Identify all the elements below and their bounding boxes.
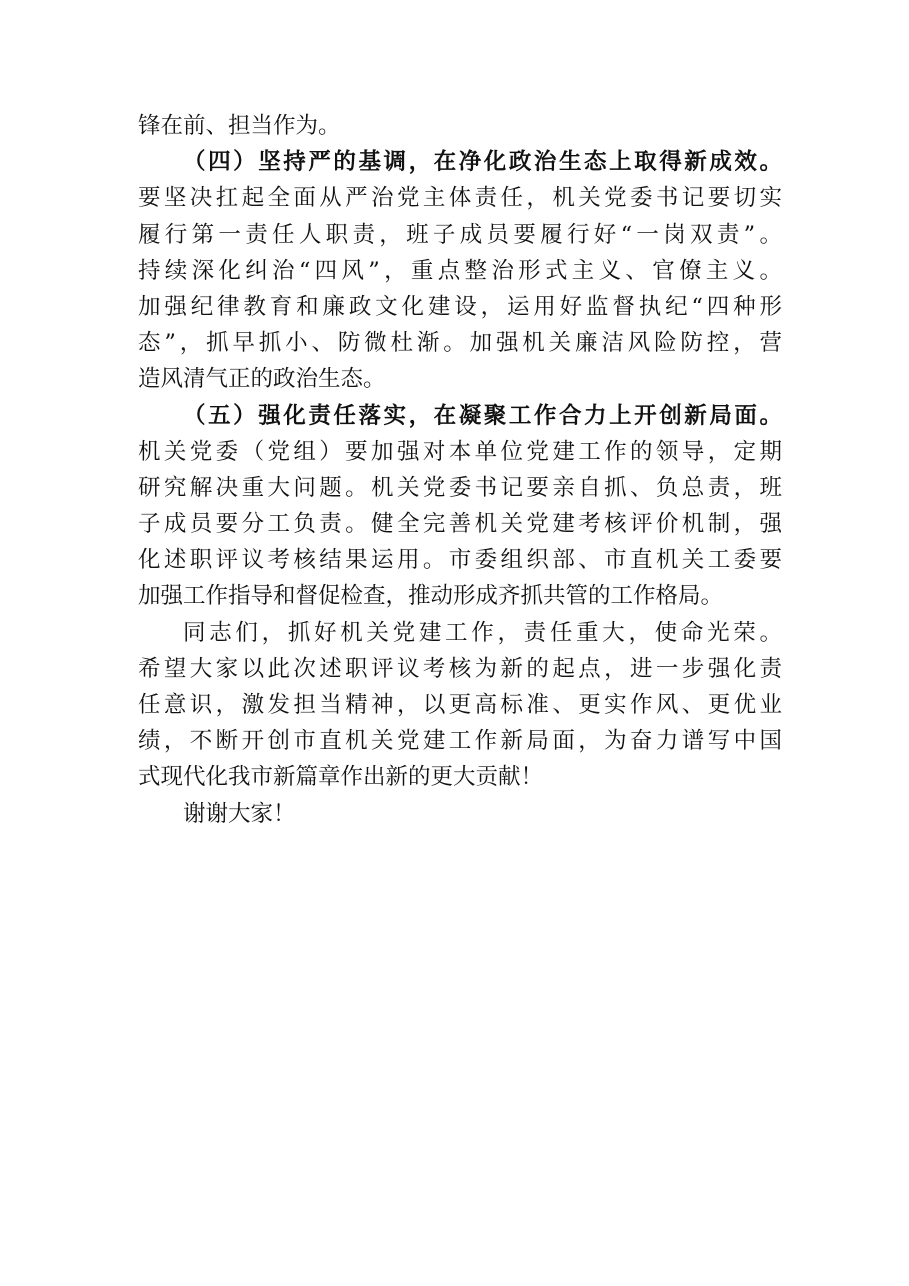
- text-line: 式现代化我市新篇章作出新的更大贡献！: [138, 764, 544, 791]
- text-line: 造风清气正的政治生态。: [138, 366, 386, 393]
- text-line: 机关党委（党组）要加强对本单位党建工作的领导，定期: [138, 438, 782, 465]
- text-line: 要坚决扛起全面从严治党主体责任，机关党委书记要切实: [138, 185, 782, 212]
- text-line: 希望大家以此次述职评议考核为新的起点，进一步强化责: [138, 655, 782, 682]
- closing-paragraph-start: 同志们，抓好机关党建工作，责任重大，使命光荣。: [183, 619, 782, 646]
- text-line: 加强纪律教育和廉政文化建设，运用好监督执纪“四种形: [138, 293, 782, 320]
- closing-thanks: 谢谢大家！: [183, 800, 296, 827]
- text-line: 研究解决重大问题。机关党委书记要亲自抓、负总责，班: [138, 474, 782, 501]
- text-line: 任意识，激发担当精神，以更高标准、更实作风、更优业: [138, 692, 782, 718]
- text-line: 绩，不断开创市直机关党建工作新局面，为奋力谱写中国: [138, 728, 782, 755]
- text-line: 子成员要分工负责。健全完善机关党建考核评价机制，强: [138, 511, 782, 538]
- text-line: 加强工作指导和督促检查，推动形成齐抓共管的工作格局。: [138, 583, 724, 610]
- text-line: 履行第一责任人职责，班子成员要履行好“一岗双责”。: [138, 221, 782, 248]
- text-line: 化述职评议考核结果运用。市委组织部、市直机关工委要: [138, 547, 782, 574]
- text-line: 锋在前、担当作为。: [138, 113, 341, 139]
- text-line: 态”，抓早抓小、防微杜渐。加强机关廉洁风险防控，营: [138, 330, 782, 357]
- section-heading-four: （四）坚持严的基调，在净化政治生态上取得新成效。: [183, 149, 782, 176]
- document-body: [138, 108, 782, 832]
- section-heading-five: （五）强化责任落实，在凝聚工作合力上开创新局面。: [183, 402, 782, 429]
- text-line: 持续深化纠治“四风”，重点整治形式主义、官僚主义。: [138, 257, 782, 284]
